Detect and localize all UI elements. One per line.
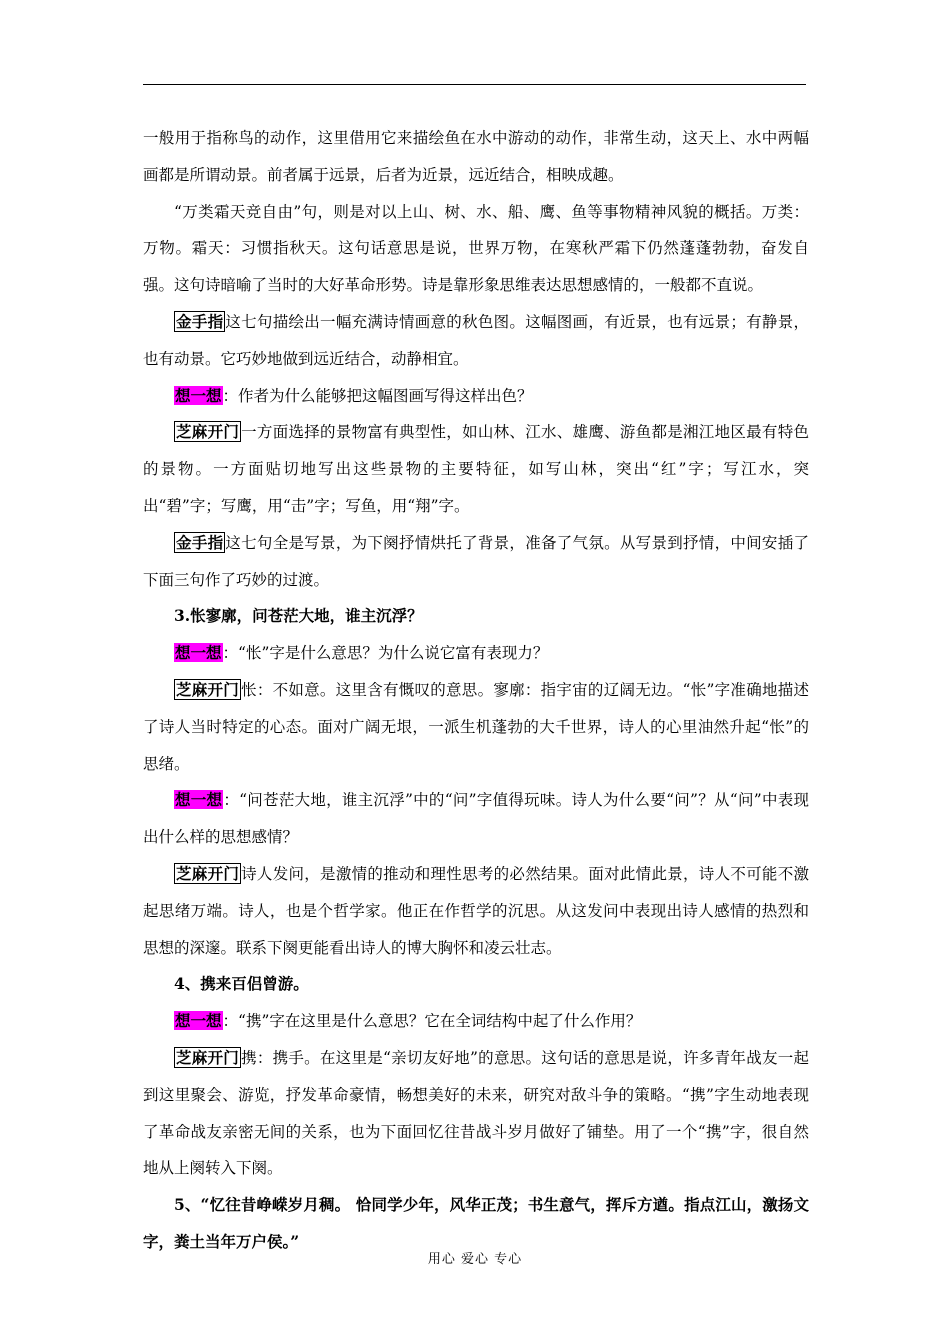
- think-label: 想一想: [175, 385, 222, 405]
- page-footer: 用心 爱心 专心: [427, 1252, 523, 1267]
- paragraph: [143, 194, 809, 304]
- paragraph-text: ：作者为什么能够把这幅图画写得这样出色？: [222, 386, 533, 405]
- answer-paragraph: [143, 525, 809, 599]
- answer-label: 金手指: [176, 532, 224, 552]
- paragraph-text: ：“问苍茫大地，谁主沉浮”中的“问”字值得玩味。诗人为什么要“问”？从“问”中表现出什么样的思想感情？: [143, 791, 809, 847]
- paragraph-text: 这七句全是写景，为下阕抒情烘托了背景，准备了气氛。从写景到抒情，中间安插了下面三句作了巧妙的过渡。: [143, 533, 809, 589]
- answer-paragraph: [143, 672, 809, 782]
- paragraph-text: 怅：不如意。这里含有慨叹的意思。寥廓：指宇宙的辽阔无边。“怅”字准确地描述了诗人当时特定的心态。面对广阔无垠，一派生机蓬勃的大千世界，诗人的心里油然升起“怅”的思绪。: [143, 680, 809, 773]
- answer-paragraph: [143, 856, 809, 966]
- answer-paragraph: [143, 1040, 809, 1187]
- paragraph-text: 一方面选择的景物富有典型性，如山林、江水、雄鹰、游鱼都是湘江地区最有特色的景物。一方面贴切地写出这些景物的主要特征，如写山林，突出“红”字；写江水，突出“碧”字；写鹰，用“击”字；写鱼，用“翔”字。: [143, 423, 809, 515]
- section-heading: [143, 966, 809, 1003]
- document-body: [143, 120, 809, 1261]
- think-label: 想一想: [175, 643, 222, 663]
- answer-label: 芝麻开门: [176, 863, 240, 883]
- paragraph: [143, 120, 809, 194]
- question-paragraph: [143, 378, 809, 415]
- answer-label: 芝麻开门: [176, 422, 240, 442]
- question-paragraph: [143, 635, 809, 672]
- paragraph-text: 这七句描绘出一幅充满诗情画意的秋色图。这幅图画，有近景，也有远景；有静景，也有动景。它巧妙地做到远近结合，动静相宜。: [143, 312, 809, 368]
- think-label: 想一想: [175, 1011, 222, 1031]
- answer-paragraph: [143, 304, 809, 378]
- answer-label: 芝麻开门: [176, 1047, 240, 1067]
- paragraph-text: ：“怅”字是什么意思？为什么说它富有表现力？: [222, 644, 549, 663]
- paragraph-text: 3.怅寥廓，问苍茫大地，谁主沉浮？: [174, 606, 423, 626]
- question-paragraph: [143, 1003, 809, 1040]
- header-rule: [143, 84, 806, 85]
- paragraph-text: 诗人发问，是激情的推动和理性思考的必然结果。面对此情此景，诗人不可能不激起思绪万端。诗人，也是个哲学家。他正在作哲学的沉思。从这发问中表现出诗人感情的热烈和思想的深邃。联系下阕更能看出诗人的博大胸怀和凌云壮志。: [143, 864, 809, 957]
- paragraph-text: 5、“忆往昔峥嵘岁月稠。 恰同学少年，风华正茂；书生意气，挥斥方遒。指点江山，激扬文字，粪土当年万户侯。”: [143, 1195, 809, 1251]
- question-paragraph: [143, 782, 809, 856]
- paragraph-text: 一般用于指称鸟的动作，这里借用它来描绘鱼在水中游动的动作，非常生动，这天上、水中两幅画都是所谓动景。前者属于远景，后者为近景，远近结合，相映成趣。: [143, 129, 809, 184]
- answer-paragraph: [143, 414, 809, 524]
- section-heading: [143, 598, 809, 635]
- think-label: 想一想: [175, 790, 223, 810]
- answer-label: 金手指: [176, 311, 224, 331]
- paragraph-text: 4、携来百侣曾游。: [174, 974, 309, 994]
- paragraph-text: “万类霜天竞自由”句，则是对以上山、树、水、船、鹰、鱼等事物精神风貌的概括。万类：万物。霜天：习惯指秋天。这句话意思是说，世界万物，在寒秋严霜下仍然蓬蓬勃勃，奋发自强。这句诗暗喻了当时的大好革命形势。诗是靠形象思维表达思想感情的，一般都不直说。: [143, 202, 809, 295]
- answer-label: 芝麻开门: [176, 679, 240, 699]
- paragraph-text: ：“携”字在这里是什么意思？它在全词结构中起了什么作用？: [222, 1012, 642, 1031]
- paragraph-text: 携：携手。在这里是“亲切友好地”的意思。这句话的意思是说，许多青年战友一起到这里聚会、游览，抒发革命豪情，畅想美好的未来，研究对敌斗争的策略。“携”字生动地表现了革命战友亲密无间的关系，也为下面回忆往昔战斗岁月做好了铺垫。用了一个“携”字，很自然地从上阕转入下阕。: [143, 1048, 809, 1178]
